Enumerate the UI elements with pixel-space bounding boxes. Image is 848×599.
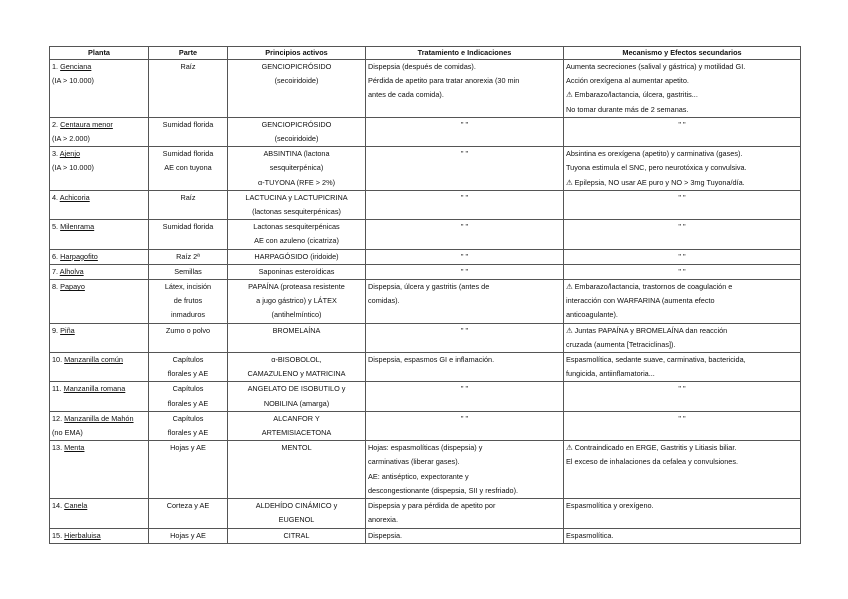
- principio-line: α-TUYONA (RFE > 2%): [258, 177, 335, 187]
- tratamiento-line: " ": [460, 266, 469, 276]
- plant-name: Papayo: [60, 282, 85, 292]
- principio-line: ALCANFOR Y: [273, 413, 320, 423]
- plant-number: 4.: [52, 192, 60, 202]
- principio-line: ARTEMISIACETONA: [261, 428, 332, 438]
- table-row: [50, 280, 801, 324]
- plant-cell: [50, 264, 149, 279]
- mecanismo-line: Aumenta secreciones (salival y gástrica) y motilidad GI.: [566, 62, 746, 71]
- tratamiento-line: Dispepsia, úlcera y gastritis (antes de: [368, 282, 490, 292]
- table-row: [50, 353, 801, 382]
- plant-number: 9.: [52, 325, 61, 335]
- principios-cell: [228, 190, 366, 219]
- plant-cell: [50, 117, 149, 146]
- table-row: [50, 528, 801, 543]
- mecanismo-line: " ": [678, 384, 686, 394]
- tratamiento-cell: [366, 220, 564, 249]
- plant-cell: [50, 528, 149, 543]
- mecanismo-line: " ": [678, 222, 686, 232]
- table-row: [50, 441, 801, 499]
- parte-line: Semillas: [174, 266, 202, 276]
- plant-name: Piña: [60, 325, 75, 335]
- tratamiento-cell: [366, 190, 564, 219]
- mecanismo-line: Tuyona estimula el SNC, pero neurotóxica y convulsiva.: [566, 163, 747, 173]
- parte-cell: [149, 528, 228, 543]
- plant-number: 12.: [52, 413, 65, 423]
- table-row: [50, 220, 801, 249]
- mecanismo-cell: [564, 117, 801, 146]
- mecanismo-line: cruzada (aumenta [Tetraciclinas]).: [566, 339, 676, 349]
- plant-ia-value: (IA > 2.000): [52, 134, 90, 144]
- parte-line: Capítulos: [172, 413, 204, 423]
- mecanismo-cell: [564, 60, 801, 118]
- tratamiento-line: Dispepsia.: [368, 530, 403, 540]
- tratamiento-cell: [366, 528, 564, 543]
- parte-line: florales y AE: [167, 369, 209, 379]
- table-row: [50, 264, 801, 279]
- table-row: [50, 499, 801, 528]
- tratamiento-cell: [366, 499, 564, 528]
- parte-cell: [149, 280, 228, 324]
- header-parte: Parte: [149, 47, 228, 60]
- parte-cell: [149, 323, 228, 352]
- principios-cell: [228, 499, 366, 528]
- plant-name: Menta: [64, 443, 85, 453]
- mecanismo-line: interacción con WARFARINA (aumenta efecto: [566, 296, 715, 306]
- plant-note: (no EMA): [52, 428, 83, 438]
- mecanismo-cell: [564, 190, 801, 219]
- parte-line: Zumo o polvo: [165, 325, 211, 335]
- mecanismo-line: fungicida, antiinflamatoria...: [566, 369, 655, 379]
- plant-cell: [50, 323, 149, 352]
- principio-line: α-BISOBOLOL,: [271, 355, 322, 365]
- plant-ia-value: (IA > 10.000): [52, 163, 94, 173]
- mecanismo-cell: [564, 147, 801, 191]
- plant-cell: [50, 60, 149, 118]
- parte-cell: [149, 249, 228, 264]
- parte-cell: [149, 220, 228, 249]
- tratamiento-line: " ": [460, 192, 469, 202]
- table-row: [50, 60, 801, 118]
- parte-line: Raíz 2ª: [176, 251, 200, 261]
- principio-line: CITRAL: [283, 530, 310, 540]
- principios-cell: [228, 353, 366, 382]
- mecanismo-line: ⚠ Embarazo/lactancia, úlcera, gastritis...: [566, 90, 698, 100]
- plant-name: Hierbaluisa: [64, 530, 101, 540]
- plant-number: 2.: [52, 119, 61, 129]
- mecanismo-cell: [564, 264, 801, 279]
- header-planta: Planta: [50, 47, 149, 60]
- mecanismo-line: ⚠ Embarazo/lactancia, trastornos de coagulación e: [566, 282, 733, 292]
- document-page: [49, 46, 800, 544]
- tratamiento-line: descongestionante (dispepsia, SII y resfriado).: [368, 485, 519, 495]
- mecanismo-line: Espasmolítica.: [566, 530, 614, 540]
- principios-cell: [228, 441, 366, 499]
- principio-line: EUGENOL: [278, 515, 315, 525]
- plant-number: 13.: [52, 443, 65, 453]
- principio-line: GENCIOPICRÓSIDO: [261, 62, 332, 71]
- parte-cell: [149, 353, 228, 382]
- plant-cell: [50, 411, 149, 440]
- mecanismo-cell: [564, 249, 801, 264]
- plant-number: 15.: [52, 530, 65, 540]
- tratamiento-line: AE: antiséptico, expectorante y: [368, 471, 469, 481]
- tratamiento-cell: [366, 441, 564, 499]
- plant-name: Milenrama: [60, 222, 95, 232]
- mecanismo-line: " ": [678, 413, 686, 423]
- mecanismo-cell: [564, 280, 801, 324]
- tratamiento-line: " ": [460, 149, 469, 159]
- principio-line: (secoiridoide): [274, 134, 319, 144]
- mecanismo-line: " ": [678, 192, 686, 202]
- plant-number: 6.: [52, 251, 61, 261]
- plant-cell: [50, 441, 149, 499]
- parte-line: florales y AE: [167, 398, 209, 408]
- plant-number: 10.: [52, 355, 65, 365]
- tratamiento-cell: [366, 382, 564, 411]
- table-row: [50, 323, 801, 352]
- plant-cell: [50, 499, 149, 528]
- plant-number: 11.: [52, 384, 64, 394]
- tratamiento-cell: [366, 411, 564, 440]
- table-body: [50, 60, 801, 544]
- principio-line: BROMELAÍNA: [272, 325, 321, 335]
- principios-cell: [228, 382, 366, 411]
- tratamiento-cell: [366, 60, 564, 118]
- tratamiento-line: " ": [460, 384, 469, 394]
- principios-cell: [228, 147, 366, 191]
- table-row: [50, 382, 801, 411]
- plant-name: Manzanilla de Mahón: [64, 413, 134, 423]
- tratamiento-line: comidas).: [368, 296, 400, 306]
- parte-cell: [149, 264, 228, 279]
- tratamiento-line: " ": [460, 325, 469, 335]
- principios-cell: [228, 280, 366, 324]
- principios-cell: [228, 528, 366, 543]
- mecanismo-cell: [564, 382, 801, 411]
- principio-line: (lactonas sesquiterpénicas): [252, 207, 341, 217]
- mecanismo-cell: [564, 411, 801, 440]
- plant-cell: [50, 382, 149, 411]
- tratamiento-line: antes de cada comida).: [368, 90, 444, 100]
- mecanismo-cell: [564, 220, 801, 249]
- mecanismo-cell: [564, 323, 801, 352]
- tratamiento-line: Dispepsia, espasmos GI e inflamación.: [368, 355, 495, 365]
- plant-name: Ajenjo: [59, 149, 81, 159]
- parte-line: Látex, incisión: [164, 282, 212, 292]
- mecanismo-line: Espasmolítica, sedante suave, carminativa, bactericida,: [566, 355, 746, 365]
- principios-cell: [228, 220, 366, 249]
- tratamiento-line: Hojas: espasmolíticas (dispepsia) y: [368, 443, 483, 453]
- parte-line: Corteza y AE: [166, 501, 210, 511]
- principio-line: ALDEHÍDO CINÁMICO y: [255, 501, 338, 511]
- principios-cell: [228, 60, 366, 118]
- plant-cell: [50, 280, 149, 324]
- parte-cell: [149, 411, 228, 440]
- plant-name: Canela: [64, 501, 88, 511]
- plant-number: 7.: [52, 266, 60, 276]
- parte-line: Raíz: [180, 192, 196, 202]
- table-row: [50, 117, 801, 146]
- principio-line: PAPAÍNA (proteasa resistente: [248, 282, 345, 292]
- parte-line: Sumidad florida: [162, 222, 214, 232]
- plant-name: Harpagofito: [60, 251, 98, 261]
- parte-line: Hojas y AE: [170, 443, 206, 453]
- mecanismo-line: " ": [678, 251, 686, 261]
- parte-line: Capítulos: [172, 384, 204, 394]
- principios-cell: [228, 117, 366, 146]
- principio-line: (secoiridoide): [274, 76, 319, 86]
- mecanismo-cell: [564, 499, 801, 528]
- tratamiento-line: anorexia.: [368, 515, 399, 525]
- parte-cell: [149, 499, 228, 528]
- table-header-row: [50, 47, 801, 60]
- plant-name: Genciana: [60, 62, 92, 71]
- principios-cell: [228, 249, 366, 264]
- plant-number: 5.: [52, 222, 61, 232]
- tratamiento-cell: [366, 353, 564, 382]
- tratamiento-cell: [366, 323, 564, 352]
- tratamiento-cell: [366, 117, 564, 146]
- mecanismo-line: ⚠ Epilepsia, NO usar AE puro y NO > 3mg Tuyona/día.: [566, 177, 745, 187]
- principio-line: Lactonas sesquiterpénicas: [253, 222, 340, 232]
- mecanismo-cell: [564, 441, 801, 499]
- principio-line: NOBILINA (amarga): [263, 398, 330, 408]
- principio-line: HARPAGÓSIDO (iridoide): [254, 251, 339, 261]
- parte-cell: [149, 441, 228, 499]
- table-row: [50, 147, 801, 191]
- mecanismo-line: " ": [678, 266, 686, 276]
- plant-name: Centaura menor: [60, 119, 113, 129]
- parte-line: inmaduros: [170, 310, 206, 320]
- plant-name: Alholva: [59, 266, 84, 276]
- principios-cell: [228, 264, 366, 279]
- plants-table: [49, 46, 801, 544]
- mecanismo-line: anticoagulante).: [566, 310, 618, 320]
- tratamiento-cell: [366, 280, 564, 324]
- header-principios: Principios activos: [228, 47, 366, 60]
- plant-cell: [50, 220, 149, 249]
- plant-number: 14.: [52, 501, 65, 511]
- plant-cell: [50, 353, 149, 382]
- mecanismo-line: No tomar durante más de 2 semanas.: [566, 104, 689, 114]
- parte-cell: [149, 60, 228, 118]
- mecanismo-line: Espasmolítica y orexígeno.: [566, 501, 654, 511]
- table-row: [50, 411, 801, 440]
- principio-line: (antihelmíntico): [271, 310, 322, 320]
- mecanismo-cell: [564, 528, 801, 543]
- tratamiento-line: " ": [460, 119, 469, 129]
- tratamiento-cell: [366, 264, 564, 279]
- parte-cell: [149, 147, 228, 191]
- principio-line: ANGELATO DE ISOBUTILO y: [247, 384, 346, 394]
- plant-name: Manzanilla común: [64, 355, 123, 365]
- mecanismo-line: ⚠ Juntas PAPAÍNA y BROMELAÍNA dan reacción: [566, 325, 728, 335]
- mecanismo-line: El exceso de inhalaciones da cefalea y convulsiones.: [566, 457, 738, 467]
- principios-cell: [228, 411, 366, 440]
- principio-line: ABSINTINA (lactona: [263, 149, 330, 159]
- parte-cell: [149, 117, 228, 146]
- parte-cell: [149, 190, 228, 219]
- tratamiento-cell: [366, 147, 564, 191]
- parte-line: florales y AE: [167, 428, 209, 438]
- table-row: [50, 249, 801, 264]
- principio-line: LACTUCINA y LACTUPICRINA: [245, 192, 348, 202]
- table-row: [50, 190, 801, 219]
- plant-number: 3.: [52, 149, 60, 159]
- tratamiento-line: carminativas (liberar gases).: [368, 457, 460, 467]
- plant-number: 8.: [52, 282, 61, 292]
- parte-line: Sumidad florida: [162, 149, 214, 159]
- plant-cell: [50, 190, 149, 219]
- plant-cell: [50, 147, 149, 191]
- plant-name: Manzanilla romana: [63, 384, 126, 394]
- plant-cell: [50, 249, 149, 264]
- parte-line: Sumidad florida: [162, 119, 214, 129]
- principio-line: Saponinas esteroídicas: [258, 266, 335, 276]
- parte-line: de frutos: [173, 296, 203, 306]
- tratamiento-line: Dispepsia y para pérdida de apetito por: [368, 501, 496, 511]
- parte-line: Hojas y AE: [170, 530, 206, 540]
- principios-cell: [228, 323, 366, 352]
- mecanismo-line: ⚠ Contraindicado en ERGE, Gastritis y Litiasis biliar.: [566, 443, 737, 453]
- tratamiento-cell: [366, 249, 564, 264]
- header-mecanismo: Mecanismo y Efectos secundarios: [564, 47, 801, 60]
- principio-line: sesquiterpénica): [269, 163, 324, 173]
- tratamiento-line: " ": [460, 413, 469, 423]
- plant-number: 1.: [52, 62, 61, 71]
- principio-line: MENTOL: [281, 443, 312, 453]
- tratamiento-line: " ": [460, 222, 469, 232]
- tratamiento-line: Dispepsia (después de comidas).: [368, 62, 476, 71]
- principio-line: a jugo gástrico) y LÁTEX: [256, 296, 337, 306]
- parte-cell: [149, 382, 228, 411]
- tratamiento-line: Pérdida de apetito para tratar anorexia (30 min: [368, 76, 520, 86]
- principio-line: GENCIOPICRÓSIDO: [261, 119, 332, 129]
- plant-ia-value: (IA > 10.000): [52, 76, 94, 86]
- mecanismo-line: " ": [678, 119, 686, 129]
- tratamiento-line: " ": [460, 251, 469, 261]
- mecanismo-cell: [564, 353, 801, 382]
- header-tratamiento: Tratamiento e Indicaciones: [366, 47, 564, 60]
- parte-line: Raíz: [180, 62, 196, 71]
- mecanismo-line: Acción orexígena al aumentar apetito.: [566, 76, 689, 86]
- principio-line: CAMAZULENO y MATRICINA: [247, 369, 346, 379]
- parte-line: AE con tuyona: [164, 163, 212, 173]
- mecanismo-line: Absintina es orexígena (apetito) y carminativa (gases).: [566, 149, 743, 159]
- principio-line: AE con azuleno (cicatriza): [254, 236, 339, 246]
- plant-name: Achicoria: [59, 192, 90, 202]
- parte-line: Capítulos: [172, 355, 204, 365]
